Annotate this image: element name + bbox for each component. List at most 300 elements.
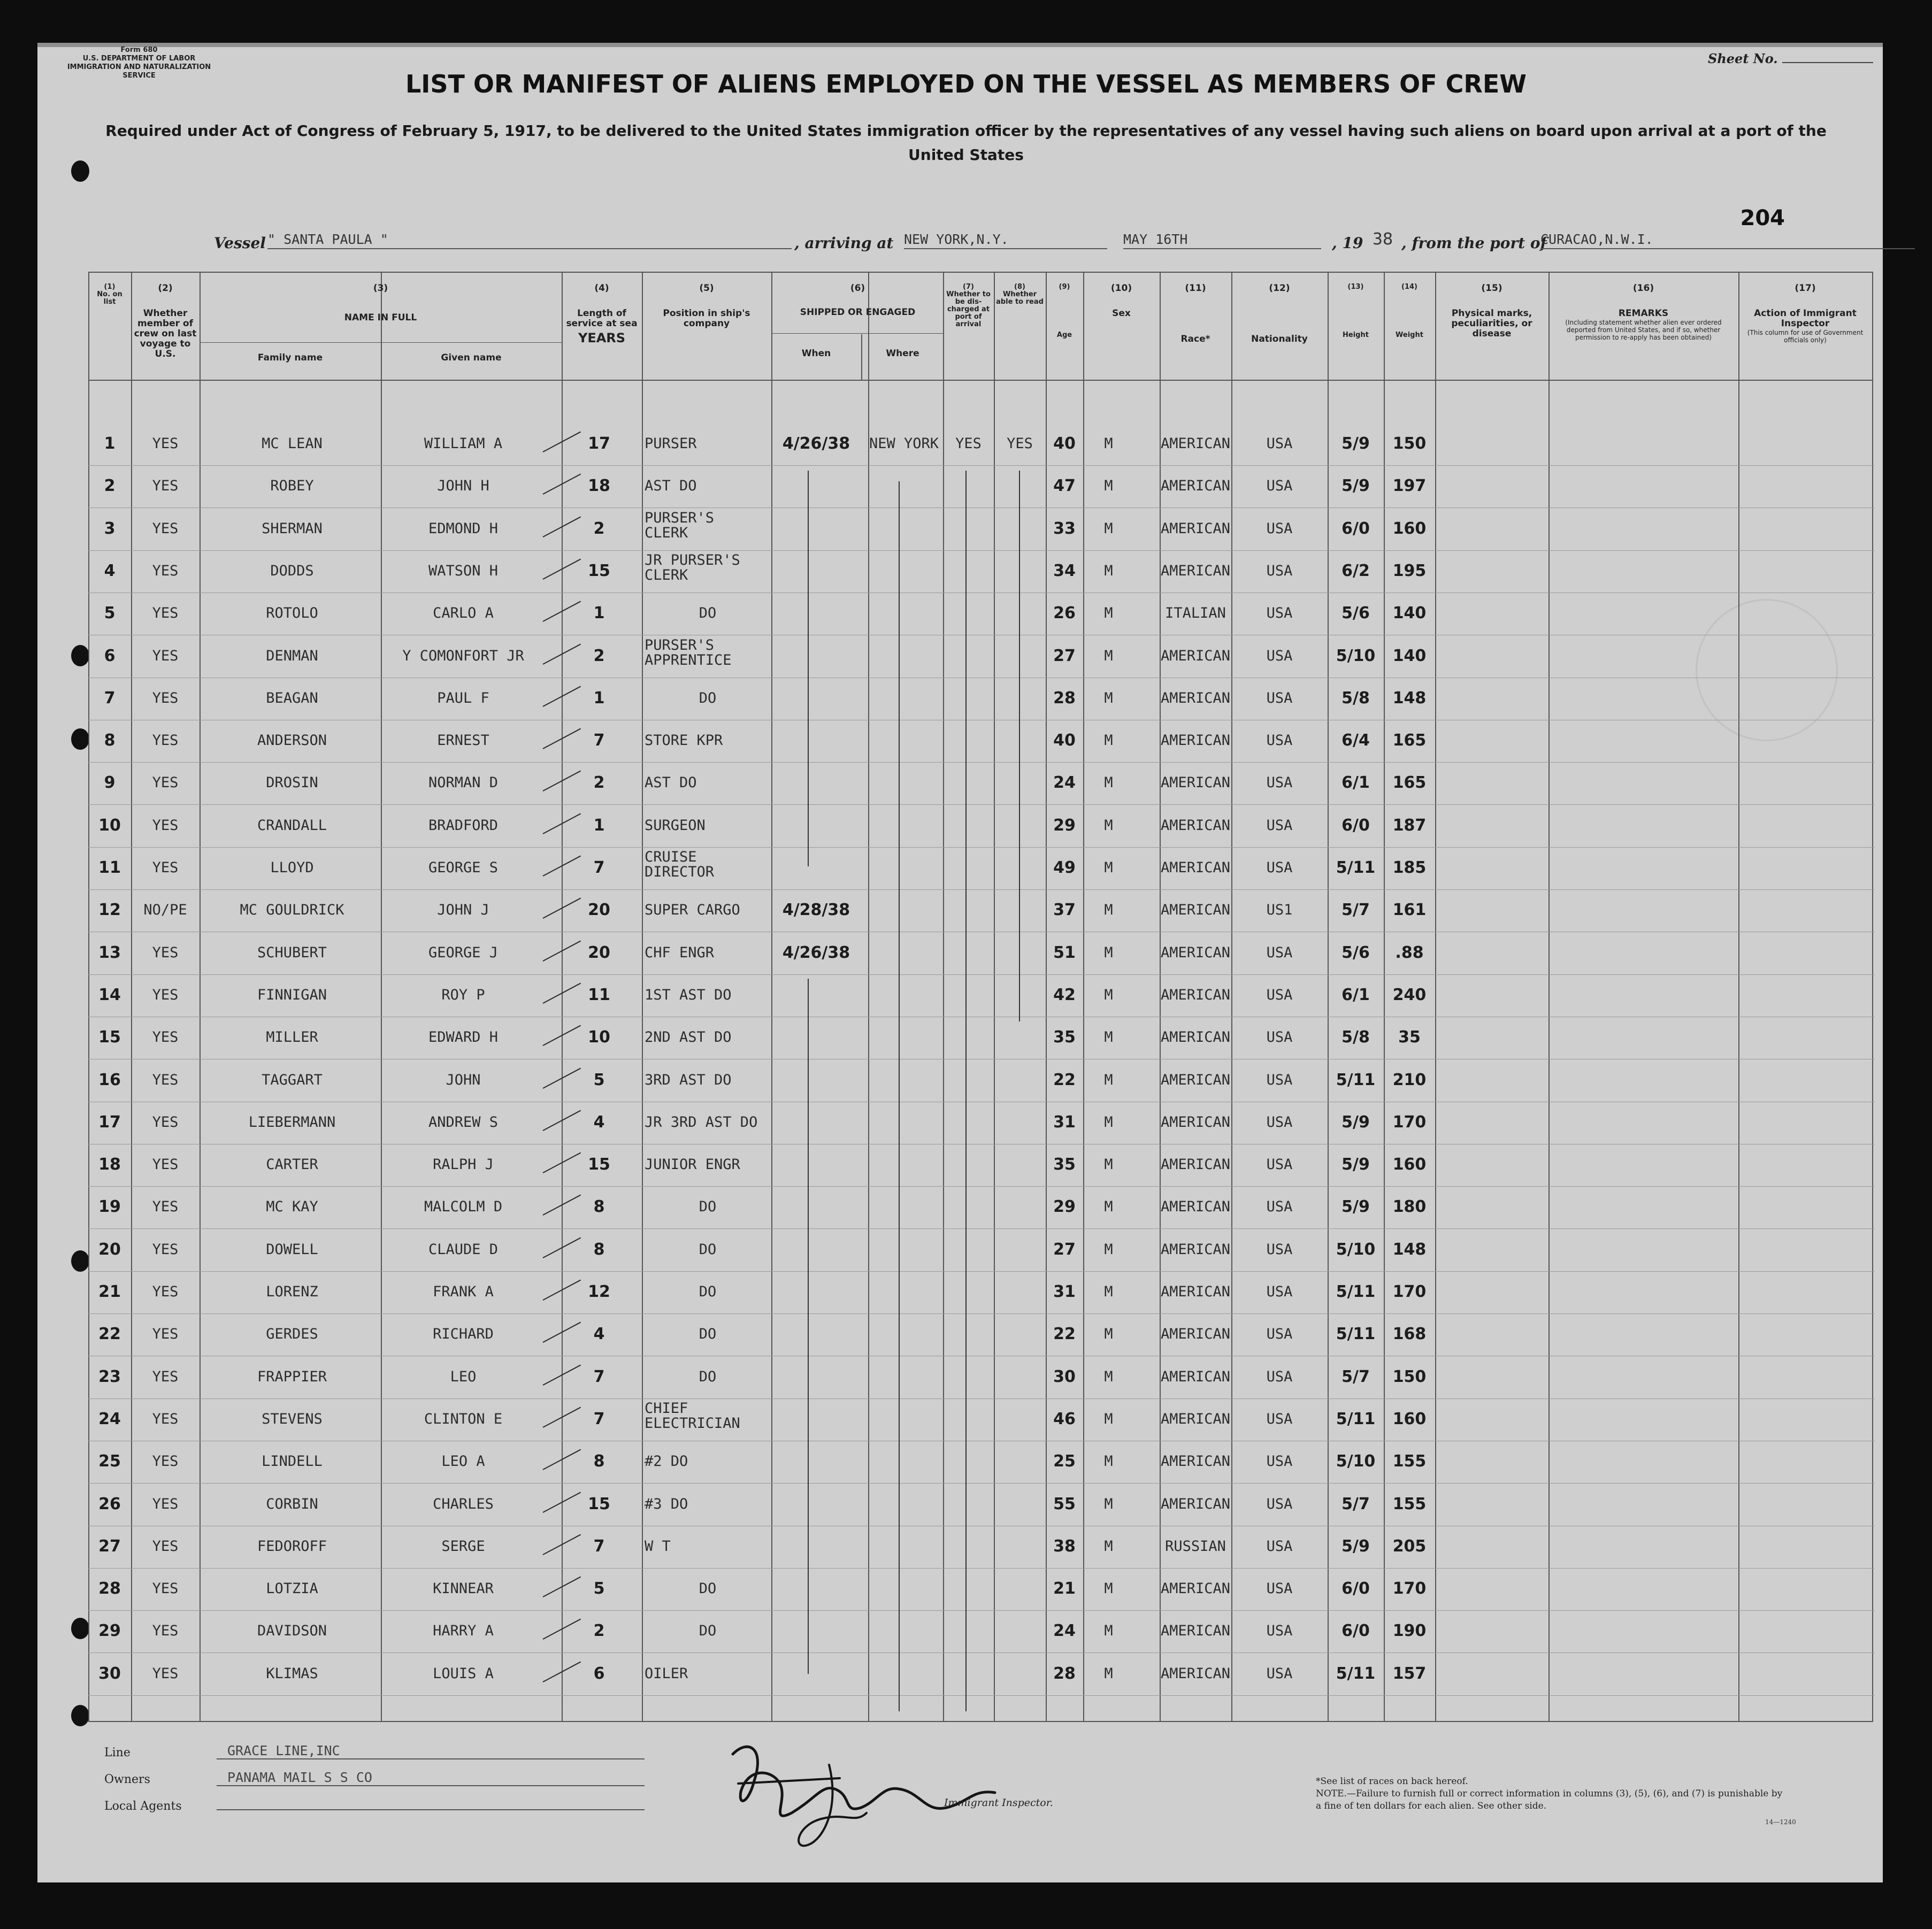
row-sex-cell: M (1104, 1114, 1113, 1131)
row-height-cell: 5/7 (1341, 1495, 1370, 1513)
row-pos-cell: ELECTRICIAN (645, 1415, 740, 1432)
line-value: GRACE LINE,INC (217, 1743, 645, 1759)
table-row-rule (88, 1695, 1875, 1696)
column-header-c14 (1385, 283, 1433, 339)
row-prev-cell: YES (152, 1156, 179, 1173)
column-header-c6-num: (6) (850, 283, 865, 294)
arrival-date: MAY 16TH (1123, 231, 1321, 249)
row-race-cell: AMERICAN (1160, 648, 1231, 664)
column-header-c10-label: Sex (1112, 308, 1131, 319)
row-weight-cell: 160 (1392, 519, 1427, 538)
row-age-cell: 37 (1053, 901, 1076, 919)
row-service-cell: 11 (588, 986, 610, 1004)
row-given-cell: LEO (450, 1369, 477, 1385)
column-header-c15 (1437, 283, 1547, 339)
row-nat-cell: USA (1266, 1580, 1293, 1597)
row-sex-cell: M (1104, 774, 1113, 791)
row-pos-cell: DO (699, 605, 717, 621)
row-pos-cell: JR PURSER'S (645, 552, 740, 568)
row-sex-cell: M (1104, 690, 1113, 706)
row-family-cell: CORBIN (266, 1496, 318, 1512)
row-family-cell: MC GOULDRICK (240, 902, 344, 918)
row-given-cell: GEORGE J (428, 944, 499, 961)
column-header-c17-label: Action of Immigrant Inspector (1754, 308, 1857, 329)
row-nat-cell: USA (1266, 1072, 1293, 1088)
row-pos-cell: CRUISE (645, 849, 697, 865)
row-race-cell: AMERICAN (1160, 520, 1231, 537)
row-nat-cell: USA (1266, 774, 1293, 791)
column-header-c10-num: (10) (1110, 283, 1132, 294)
penalty-note: NOTE.—Failure to furnish full or correct information in columns (3), (5), (6), and (7) is punishable by a fine of ten dollars for each alien. See other side. (1316, 1788, 1783, 1811)
line-field (104, 1743, 340, 1759)
row-given-cell: MALCOLM D (424, 1198, 503, 1215)
row-given-cell: HARRY A (433, 1623, 494, 1639)
row-age-cell: 22 (1053, 1325, 1076, 1343)
column-header-where: Where (886, 348, 919, 359)
row-nat-cell: USA (1266, 1156, 1293, 1173)
column-header-c4 (563, 283, 640, 343)
row-sex-cell: M (1104, 1326, 1113, 1342)
row-no-cell: 26 (98, 1495, 121, 1513)
row-service-cell: 8 (593, 1240, 605, 1259)
row-height-cell: 5/6 (1341, 604, 1370, 622)
row-age-cell: 31 (1053, 1113, 1076, 1132)
row-height-cell: 5/11 (1336, 1282, 1376, 1301)
row-service-cell: 7 (593, 1537, 605, 1556)
inspector-label: Immigrant Inspector. (944, 1797, 1053, 1809)
row-nat-cell: USA (1266, 1029, 1293, 1046)
row-pos-cell: JR 3RD AST DO (645, 1114, 758, 1131)
row-age-cell: 24 (1053, 1621, 1076, 1640)
column-header-c4-label: Length of service at sea (566, 308, 638, 329)
row-race-cell: AMERICAN (1160, 774, 1231, 791)
row-age-cell: 40 (1053, 434, 1076, 453)
row-sex-cell: M (1104, 1284, 1113, 1300)
row-age-cell: 33 (1053, 519, 1076, 538)
row-weight-cell: 197 (1392, 477, 1427, 495)
row-pos-cell: CLERK (645, 567, 688, 583)
row-no-cell: 28 (98, 1579, 121, 1598)
column-rule (868, 273, 869, 1722)
row-sex-cell: M (1104, 648, 1113, 664)
column-header-c11-label: Race* (1180, 334, 1210, 344)
row-given-cell: JOHN J (437, 902, 489, 918)
row-no-cell: 2 (104, 477, 116, 495)
row-weight-cell: 160 (1392, 1410, 1427, 1428)
row-service-cell: 20 (588, 901, 610, 919)
row-pos-cell: CHIEF (645, 1400, 688, 1417)
row-service-cell: 15 (588, 562, 610, 580)
row-sex-cell: M (1104, 1156, 1113, 1173)
row-given-cell: RALPH J (433, 1156, 494, 1173)
row-race-cell: AMERICAN (1160, 902, 1231, 918)
column-header-c14-label: Weight (1396, 331, 1423, 339)
row-prev-cell: YES (152, 1114, 179, 1131)
row-no-cell: 17 (98, 1113, 121, 1132)
row-weight-cell: 148 (1392, 1240, 1427, 1259)
row-no-cell: 15 (98, 1028, 121, 1047)
column-header-c16-num: (16) (1632, 283, 1654, 294)
row-nat-cell: USA (1266, 1369, 1293, 1385)
row-service-cell: 2 (593, 519, 605, 538)
row-nat-cell: USA (1266, 435, 1293, 452)
row-given-cell: EDWARD H (428, 1029, 499, 1046)
owners-value: PANAMA MAIL S S CO (217, 1770, 645, 1786)
row-race-cell: AMERICAN (1160, 1411, 1231, 1427)
row-race-cell: AMERICAN (1160, 435, 1231, 452)
row-nat-cell: USA (1266, 1114, 1293, 1131)
row-family-cell: GERDES (266, 1326, 318, 1342)
row-height-cell: 5/9 (1341, 477, 1370, 495)
row-given-cell: CLAUDE D (428, 1241, 499, 1258)
row-no-cell: 16 (98, 1071, 121, 1089)
row-service-cell: 15 (588, 1495, 610, 1513)
row-weight-cell: .88 (1395, 943, 1424, 962)
row-family-cell: KLIMAS (266, 1665, 318, 1682)
row-given-cell: NORMAN D (428, 774, 499, 791)
row-given-cell: WATSON H (428, 563, 499, 579)
column-header-c5-label: Position in ship's company (663, 308, 750, 329)
row-height-cell: 5/11 (1336, 1664, 1376, 1683)
column-header-c12 (1233, 283, 1326, 344)
row-age-cell: 40 (1053, 731, 1076, 750)
row-sex-cell: M (1104, 605, 1113, 621)
table-top-rule (88, 272, 1873, 273)
row-weight-cell: 148 (1392, 689, 1427, 708)
row-family-cell: DAVIDSON (257, 1623, 327, 1639)
column-header-c11-num: (11) (1185, 283, 1206, 294)
column-header-c10 (1085, 283, 1158, 319)
row-read-cell: YES (1007, 435, 1033, 452)
page-subtitle: Required under Act of Congress of February 5, 1917, to be delivered to the United States immigration officer by the representatives of any vessel having such aliens on board upon arrival at a port of the United States (105, 122, 1827, 164)
row-no-cell: 5 (104, 604, 116, 622)
table-row-rule (88, 762, 1875, 763)
row-pos-cell: OILER (645, 1665, 688, 1682)
row-weight-cell: 140 (1392, 647, 1427, 665)
row-service-cell: 15 (588, 1155, 610, 1174)
row-race-cell: AMERICAN (1160, 987, 1231, 1003)
row-family-cell: ROTOLO (266, 605, 318, 621)
row-sex-cell: M (1104, 987, 1113, 1003)
row-disch-cell: YES (955, 435, 982, 452)
row-pos-cell: APPRENTICE (645, 652, 732, 668)
column-header-c17-num: (17) (1795, 283, 1816, 294)
row-pos-cell: DO (699, 1326, 717, 1342)
row-sex-cell: M (1104, 478, 1113, 494)
row-height-cell: 5/11 (1336, 1071, 1376, 1089)
table-row-rule (88, 1568, 1875, 1569)
row-height-cell: 5/11 (1336, 1325, 1376, 1343)
row-height-cell: 6/0 (1341, 816, 1370, 835)
row-nat-cell: USA (1266, 563, 1293, 579)
arriving-label: , arriving at (794, 234, 894, 252)
table-row-rule (88, 465, 1875, 466)
row-prev-cell: YES (152, 1538, 179, 1555)
column-header-c8-label: Whether able to read (996, 290, 1044, 306)
row-age-cell: 27 (1053, 647, 1076, 665)
row-given-cell: LEO A (441, 1453, 485, 1470)
row-race-cell: AMERICAN (1160, 1156, 1231, 1173)
row-race-cell: AMERICAN (1160, 1369, 1231, 1385)
column-header-c7-label: Whether to be dis-charged at port of arrival (946, 290, 991, 328)
row-prev-cell: YES (152, 817, 179, 834)
row-no-cell: 1 (104, 434, 116, 453)
footnote (1316, 1776, 1787, 1812)
row-pos-cell: #3 DO (645, 1496, 688, 1512)
row-height-cell: 5/7 (1341, 1367, 1370, 1386)
row-age-cell: 35 (1053, 1155, 1076, 1174)
row-sex-cell: M (1104, 817, 1113, 834)
row-family-cell: MILLER (266, 1029, 318, 1046)
row-service-cell: 8 (593, 1452, 605, 1471)
column-header-c2-num: (2) (158, 283, 173, 294)
row-height-cell: 6/1 (1341, 986, 1370, 1004)
row-nat-cell: USA (1266, 944, 1293, 961)
owners-label: Owners (104, 1773, 150, 1786)
row-service-cell: 2 (593, 773, 605, 792)
column-rule (1548, 273, 1550, 1722)
row-prev-cell: YES (152, 1411, 179, 1427)
row-weight-cell: 195 (1392, 562, 1427, 580)
row-race-cell: AMERICAN (1160, 1072, 1231, 1088)
row-nat-cell: USA (1266, 1411, 1293, 1427)
row-pos-cell: JUNIOR ENGR (645, 1156, 740, 1173)
column-header-c15-num: (15) (1481, 283, 1502, 294)
row-service-cell: 7 (593, 1367, 605, 1386)
row-no-cell: 11 (98, 858, 121, 877)
row-pos-cell: DO (699, 1198, 717, 1215)
row-pos-cell: #2 DO (645, 1453, 688, 1470)
row-nat-cell: USA (1266, 1241, 1293, 1258)
column-header-given: Given name (441, 352, 502, 363)
row-family-cell: DODDS (270, 563, 314, 579)
row-given-cell: LOUIS A (433, 1665, 494, 1682)
year-prefix: , 19 (1332, 234, 1363, 252)
table-row-rule (88, 1271, 1875, 1272)
row-age-cell: 46 (1053, 1410, 1076, 1428)
row-service-cell: 17 (588, 434, 610, 453)
table-row-rule (88, 847, 1875, 848)
form-code: 14—1240 (1765, 1818, 1796, 1826)
row-no-cell: 20 (98, 1240, 121, 1259)
column-header-c13 (1329, 283, 1382, 339)
row-sex-cell: M (1104, 1538, 1113, 1555)
row-race-cell: AMERICAN (1160, 1453, 1231, 1470)
row-weight-cell: 187 (1392, 816, 1427, 835)
row-sex-cell: M (1104, 1072, 1113, 1088)
column-rule (562, 273, 563, 1722)
row-service-cell: 8 (593, 1197, 605, 1216)
row-nat-cell: USA (1266, 1496, 1293, 1512)
row-pos-cell: W T (645, 1538, 671, 1555)
row-no-cell: 9 (104, 773, 116, 792)
page-title: LIST OR MANIFEST OF ALIENS EMPLOYED ON THE VESSEL AS MEMBERS OF CREW (405, 70, 1527, 98)
row-no-cell: 22 (98, 1325, 121, 1343)
row-where-cell: NEW YORK (869, 435, 939, 452)
row-no-cell: 19 (98, 1197, 121, 1216)
row-given-cell: RICHARD (433, 1326, 494, 1342)
row-sex-cell: M (1104, 1623, 1113, 1639)
table-row-rule (88, 1186, 1875, 1187)
row-no-cell: 21 (98, 1282, 121, 1301)
row-pos-cell: DO (699, 1623, 717, 1639)
row-prev-cell: YES (152, 1198, 179, 1215)
column-header-c12-num: (12) (1269, 283, 1290, 294)
row-pos-cell: DO (699, 1580, 717, 1597)
row-prev-cell: YES (152, 774, 179, 791)
column-header-c7-num: (7) (963, 283, 974, 291)
arriving-at: NEW YORK,N.Y. (904, 231, 1107, 249)
row-given-cell: EDMOND H (428, 520, 499, 537)
row-height-cell: 5/8 (1341, 689, 1370, 708)
row-sex-cell: M (1104, 1665, 1113, 1682)
row-given-cell: ROY P (441, 987, 485, 1003)
row-given-cell: CHARLES (433, 1496, 494, 1512)
row-race-cell: AMERICAN (1160, 1623, 1231, 1639)
row-race-cell: AMERICAN (1160, 1665, 1231, 1682)
row-height-cell: 5/7 (1341, 901, 1370, 919)
row-service-cell: 5 (593, 1071, 605, 1089)
row-height-cell: 5/8 (1341, 1028, 1370, 1047)
row-height-cell: 6/4 (1341, 731, 1370, 750)
row-height-cell: 5/11 (1336, 858, 1376, 877)
row-no-cell: 6 (104, 647, 116, 665)
row-weight-cell: 165 (1392, 773, 1427, 792)
header-bottom-rule (88, 380, 1873, 381)
row-family-cell: LINDELL (262, 1453, 323, 1470)
row-height-cell: 5/10 (1336, 1452, 1376, 1471)
row-sex-cell: M (1104, 859, 1113, 876)
row-prev-cell: YES (152, 987, 179, 1003)
row-pos-cell: PURSER'S (645, 510, 715, 526)
row-race-cell: AMERICAN (1160, 1114, 1231, 1131)
row-height-cell: 5/11 (1336, 1410, 1376, 1428)
row-given-cell: KINNEAR (433, 1580, 494, 1597)
row-service-cell: 1 (593, 816, 605, 835)
column-header-c15-label: Physical marks, peculiarities, or disease (1451, 308, 1532, 339)
column-header-c13-label: Height (1343, 331, 1369, 339)
column-header-c17 (1740, 283, 1870, 344)
row-family-cell: ROBEY (270, 478, 314, 494)
row-given-cell: ANDREW S (428, 1114, 499, 1131)
row-age-cell: 35 (1053, 1028, 1076, 1047)
row-age-cell: 49 (1053, 858, 1076, 877)
row-service-cell: 7 (593, 858, 605, 877)
row-pos-cell: 2ND AST DO (645, 1029, 732, 1046)
arrival-year: 38 (1372, 230, 1393, 249)
column-header-c16-sub: (Including statement whether alien ever ordered deported from United States, and if so, whether permission to re-apply has been obtained) (1565, 319, 1722, 341)
row-prev-cell: YES (152, 1326, 179, 1342)
column-header-c5-num: (5) (699, 283, 714, 294)
ditto-line-when-lower (808, 979, 809, 1674)
row-sex-cell: M (1104, 435, 1113, 452)
row-weight-cell: 155 (1392, 1495, 1427, 1513)
table-row-rule (88, 1398, 1875, 1399)
row-when-cell: 4/26/38 (782, 943, 850, 962)
row-service-cell: 7 (593, 731, 605, 750)
row-sex-cell: M (1104, 902, 1113, 918)
row-nat-cell: USA (1266, 987, 1293, 1003)
row-height-cell: 5/9 (1341, 1537, 1370, 1556)
row-pos-cell: AST DO (645, 478, 697, 494)
row-family-cell: BEAGAN (266, 690, 318, 706)
row-no-cell: 23 (98, 1367, 121, 1386)
column-rule (994, 273, 995, 1722)
row-nat-cell: USA (1266, 1538, 1293, 1555)
table-row-rule (88, 550, 1875, 551)
row-nat-cell: USA (1266, 1623, 1293, 1639)
row-pos-cell: DIRECTOR (645, 864, 715, 880)
row-no-cell: 8 (104, 731, 116, 750)
row-given-cell: PAUL F (437, 690, 489, 706)
row-height-cell: 5/6 (1341, 943, 1370, 962)
row-weight-cell: 170 (1392, 1282, 1427, 1301)
row-prev-cell: YES (152, 1665, 179, 1682)
column-header-c4-years: YEARS (578, 331, 626, 345)
owners-field (104, 1770, 372, 1786)
row-prev-cell: YES (152, 1029, 179, 1046)
row-weight-cell: 165 (1392, 731, 1427, 750)
row-family-cell: LORENZ (266, 1284, 318, 1300)
row-race-cell: AMERICAN (1160, 1241, 1231, 1258)
sheet-number: 204 (1740, 206, 1785, 230)
vessel-label: Vessel (214, 234, 266, 252)
vessel-name: " SANTA PAULA " (267, 231, 792, 249)
row-age-cell: 47 (1053, 477, 1076, 495)
row-sex-cell: M (1104, 1496, 1113, 1512)
row-pos-cell: 1ST AST DO (645, 987, 732, 1003)
column-header-c1-num: (1) (104, 283, 116, 291)
row-service-cell: 4 (593, 1325, 605, 1343)
agents-label: Local Agents (104, 1800, 182, 1813)
agents-field (104, 1800, 182, 1813)
row-nat-cell: USA (1266, 817, 1293, 834)
row-weight-cell: 240 (1392, 986, 1427, 1004)
ditto-line-when (808, 471, 809, 866)
row-height-cell: 5/9 (1341, 1113, 1370, 1132)
row-given-cell: CARLO A (433, 605, 494, 621)
row-family-cell: DENMAN (266, 648, 318, 664)
row-given-cell: GEORGE S (428, 859, 499, 876)
row-race-cell: AMERICAN (1160, 1284, 1231, 1300)
row-family-cell: STEVENS (262, 1411, 323, 1427)
row-weight-cell: 155 (1392, 1452, 1427, 1471)
row-sex-cell: M (1104, 520, 1113, 537)
row-no-cell: 18 (98, 1155, 121, 1174)
row-pos-cell: DO (699, 1369, 717, 1385)
column-header-when: When (801, 348, 831, 359)
row-prev-cell: YES (152, 478, 179, 494)
row-race-cell: AMERICAN (1160, 478, 1231, 494)
row-nat-cell: USA (1266, 1198, 1293, 1215)
row-family-cell: LIEBERMANN (248, 1114, 336, 1131)
row-when-cell: 4/26/38 (782, 434, 850, 453)
row-height-cell: 5/10 (1336, 1240, 1376, 1259)
row-prev-cell: YES (152, 1453, 179, 1470)
row-nat-cell: USA (1266, 1284, 1293, 1300)
row-age-cell: 55 (1053, 1495, 1076, 1513)
row-nat-cell: USA (1266, 1326, 1293, 1342)
row-weight-cell: 210 (1392, 1071, 1427, 1089)
row-sex-cell: M (1104, 1453, 1113, 1470)
row-no-cell: 25 (98, 1452, 121, 1471)
row-prev-cell: YES (152, 1496, 179, 1512)
row-sex-cell: M (1104, 732, 1113, 749)
row-pos-cell: CLERK (645, 525, 688, 541)
row-height-cell: 5/9 (1341, 1197, 1370, 1216)
row-family-cell: ANDERSON (257, 732, 327, 749)
table-row-rule (88, 974, 1875, 975)
